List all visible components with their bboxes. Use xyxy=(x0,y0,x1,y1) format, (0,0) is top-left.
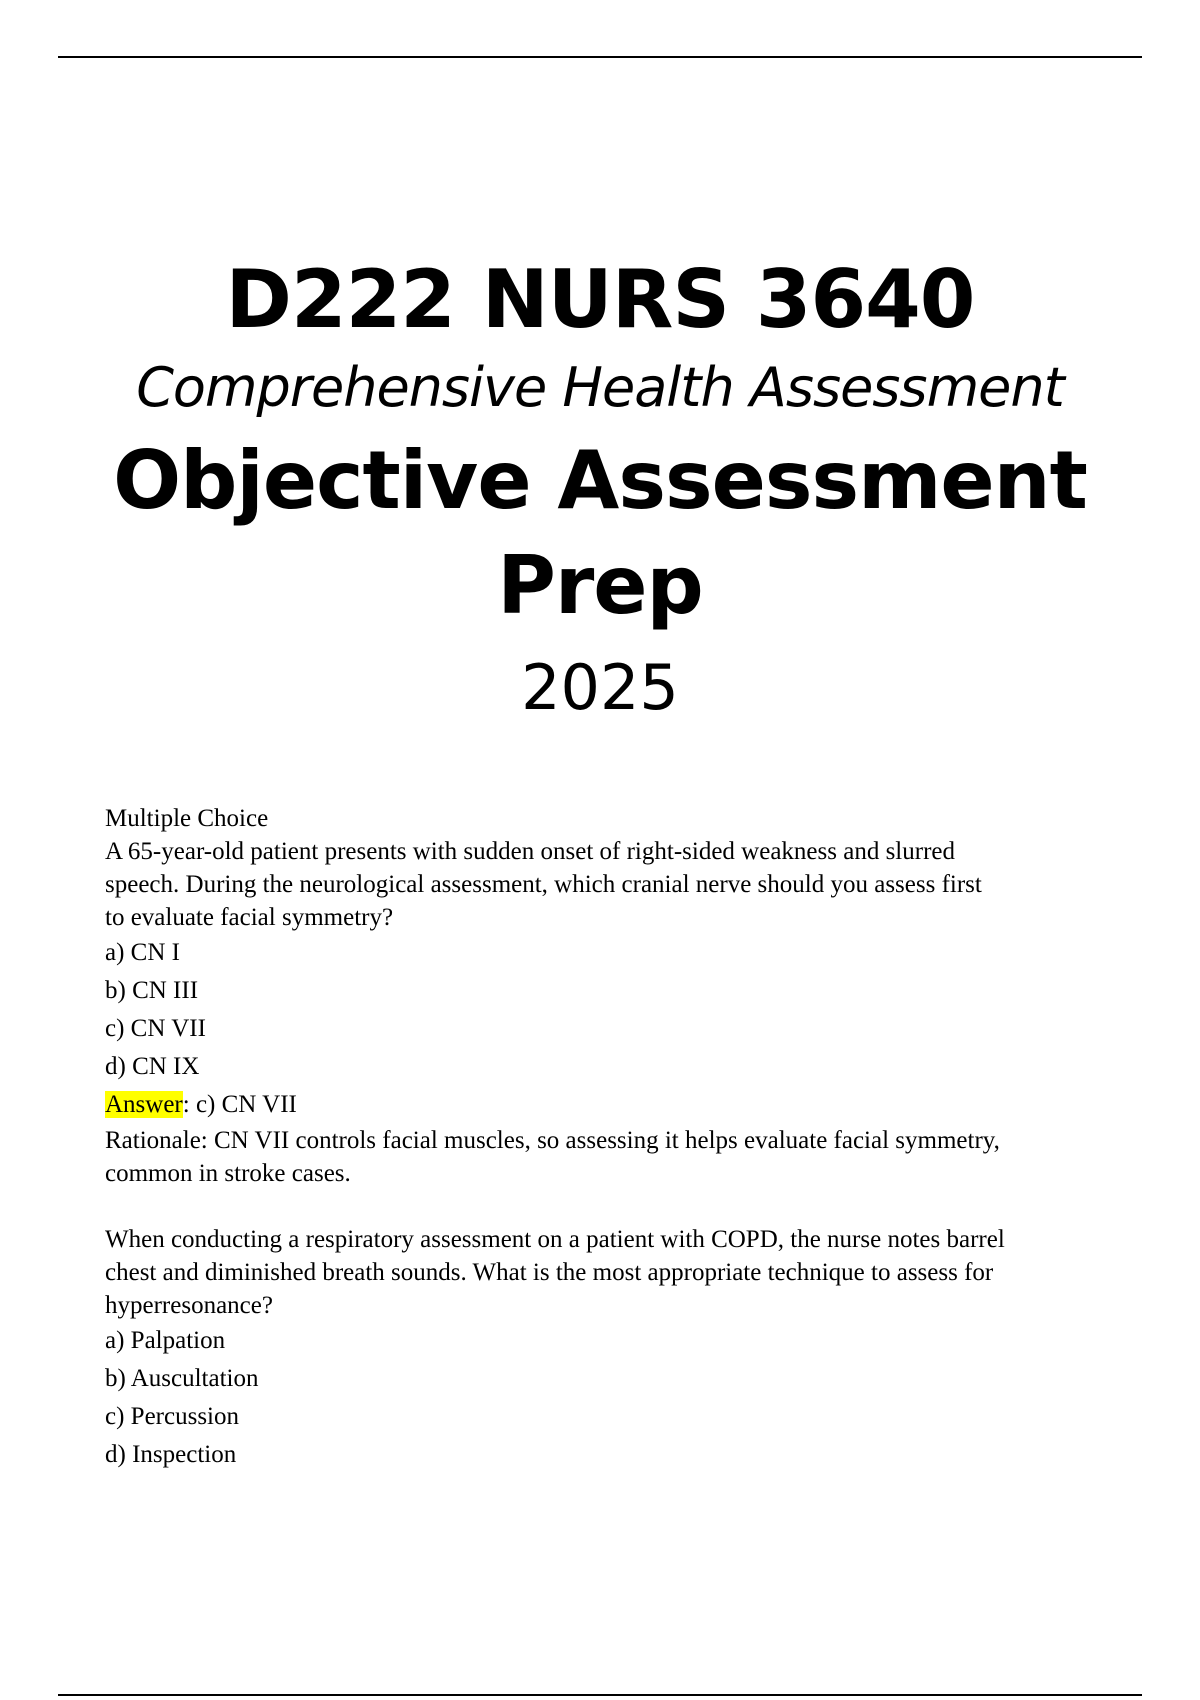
top-divider xyxy=(58,56,1142,58)
answer-option: d) Inspection xyxy=(105,1441,237,1468)
question-content xyxy=(105,802,1005,1474)
answer-label: Answer xyxy=(105,1091,183,1118)
course-name: Comprehensive Health Assessment xyxy=(136,356,1064,419)
document-title-line2: Prep xyxy=(497,539,703,632)
bottom-divider xyxy=(58,1694,1142,1696)
answer-value: : c) CN VII xyxy=(182,1091,297,1118)
rationale: Rationale: CN VII controls facial muscles, so assessing it helps evaluate facial symmetry, common in stroke cases. xyxy=(105,1127,1000,1187)
section-label: Multiple Choice xyxy=(105,805,269,832)
answer-option: b) Auscultation xyxy=(105,1365,259,1392)
question-stem: A 65-year-old patient presents with sudden onset of right-sided weakness and slurred speech. During the neurological assessment, which cranial nerve should you assess first to evaluate facial symmetry? xyxy=(105,838,982,931)
answer-option: a) Palpation xyxy=(105,1327,226,1354)
title-block xyxy=(0,250,1200,738)
course-code: D222 NURS 3640 xyxy=(225,253,975,346)
answer-option: d) CN IX xyxy=(105,1053,200,1080)
answer-line xyxy=(105,1086,1005,1124)
question-spacer xyxy=(105,1190,1005,1223)
question-2 xyxy=(105,1223,1005,1474)
answer-option: b) CN III xyxy=(105,977,199,1004)
question-1 xyxy=(105,835,1005,1190)
answer-option: a) CN I xyxy=(105,939,180,966)
question-stem: When conducting a respiratory assessment on a patient with COPD, the nurse notes barrel chest and diminished breath sounds. What is the most appropriate technique to assess for hyperresonance? xyxy=(105,1226,1005,1319)
document-year: 2025 xyxy=(521,651,679,724)
answer-option: c) CN VII xyxy=(105,1015,206,1042)
answer-option: c) Percussion xyxy=(105,1403,239,1430)
document-title-line1: Objective Assessment xyxy=(113,434,1087,527)
